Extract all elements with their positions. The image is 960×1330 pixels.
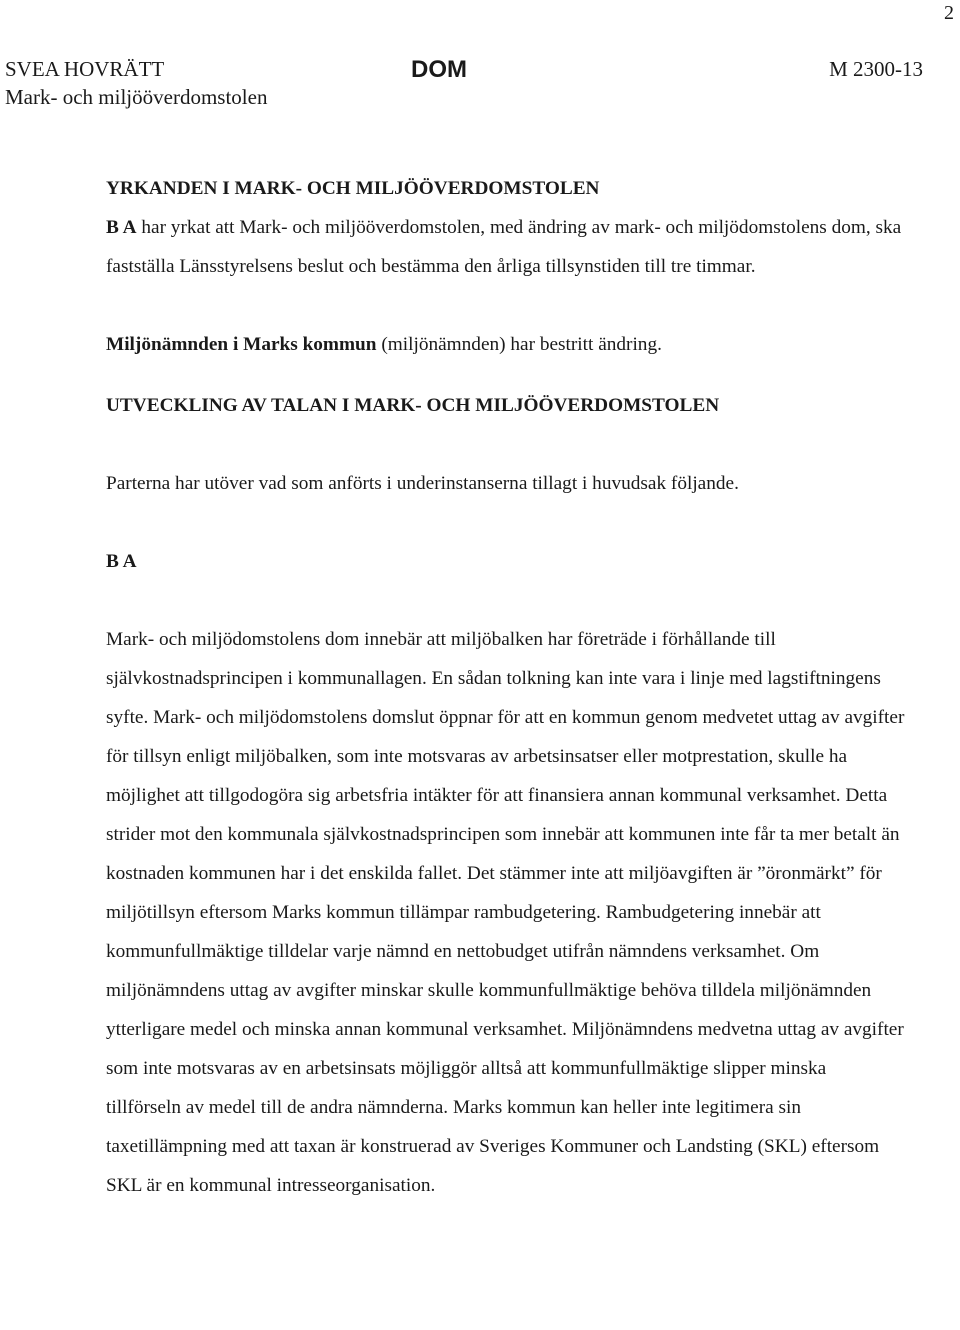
document-body (106, 169, 906, 1205)
development-intro: Parterna har utöver vad som anförts i underinstanserna tillagt i huvudsak följande. (106, 473, 739, 494)
argument-paragraph: Mark- och miljödomstolens dom innebär att miljöbalken har företräde i förhållande till självkostnadsprincipen i kommunallagen. En sådan tolkning kan inte vara i linje med lagstiftningens syfte. Mark- och miljödomstolens domslut öppnar för att en kommun genom medvetet uttag av avgifter för tillsyn enligt miljöbalken, som inte motsvaras av arbetsinsatser eller motprestation, skulle ha möjlighet att tillgodogöra sig arbetsfria intäkter för att finansiera annan kommunal verksamhet. Detta strider mot den kommunala självkostnadsprincipen som innebär att kommunen inte får ta mer betalt än kostnaden kommunen har i det enskilda fallet. Det stämmer inte att miljöavgiften är ”öronmärkt” för miljötillsyn eftersom Marks kommun tillämpar rambudgetering. Rambudgetering innebär att kommunfullmäktige tilldelar varje nämnd en nettobudget utifrån nämndens verksamhet. Om miljönämndens uttag av avgifter minskar skulle kommunfullmäktige behöva tilldela miljönämnden ytterligare medel och minska annan kommunal verksamhet. Miljönämndens medvetna uttag av avgifter som inte motsvaras av en arbetsinsats möjliggör alltså att kommunfullmäktige slipper minska tillförseln av medel till de andra nämnderna. Marks kommun kan heller inte legitimera sin taxetillämpning med att taxan är konstruerad av Sveriges Kommuner och Landsting (SKL) eftersom SKL är en kommunal intresseorganisation. (106, 629, 905, 1196)
court-name: SVEA HOVRÄTT (5, 57, 165, 81)
claims-text: har yrkat att Mark- och miljööverdomstolen, med ändring av mark- och miljödomstolens dom, ska fastställa Länsstyrelsens beslut och bestämma den årliga tillsynstiden till tre timmar. (106, 217, 902, 277)
claims-party: B A (106, 217, 137, 238)
claims-heading: YRKANDEN I MARK- OCH MILJÖÖVERDOMSTOLEN (106, 178, 600, 199)
response-text: (miljönämnden) har bestritt ändring. (376, 334, 662, 355)
response-paragraph (106, 325, 906, 364)
development-heading: UTVECKLING AV TALAN I MARK- OCH MILJÖÖVERDOMSTOLEN (106, 395, 720, 416)
page-number: 2 (944, 2, 954, 24)
court-header (5, 55, 267, 111)
case-number: M 2300-13 (829, 57, 923, 81)
party-label: B A (106, 551, 137, 572)
court-division: Mark- och miljööverdomstolen (5, 85, 268, 109)
claims-paragraph (106, 208, 906, 286)
document-type: DOM (411, 56, 467, 83)
response-party: Miljönämnden i Marks kommun (106, 334, 377, 355)
